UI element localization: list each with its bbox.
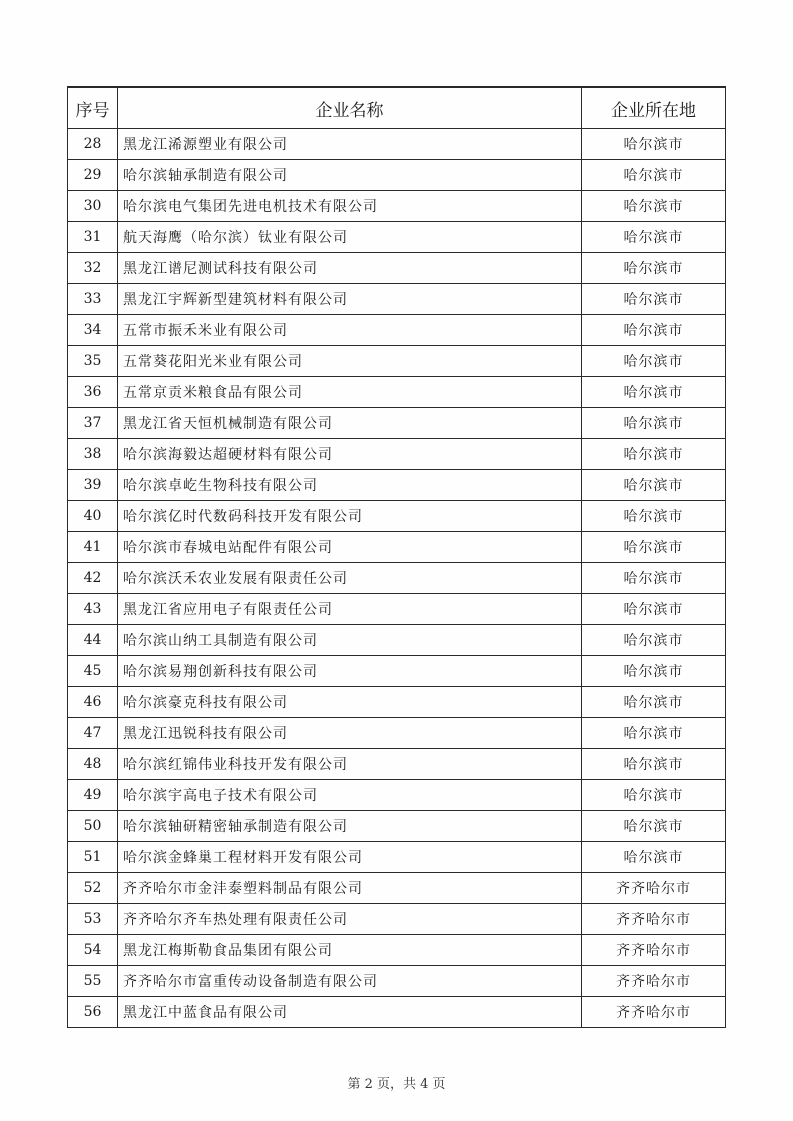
header-number: 序号 (68, 87, 118, 129)
table-row (68, 718, 726, 749)
row-number: 31 (68, 222, 118, 253)
row-number: 29 (68, 160, 118, 191)
row-number: 28 (68, 129, 118, 160)
company-name: 五常市振禾米业有限公司 (118, 315, 582, 346)
table-row (68, 129, 726, 160)
company-location: 哈尔滨市 (582, 501, 726, 532)
table-row (68, 160, 726, 191)
company-location: 哈尔滨市 (582, 594, 726, 625)
company-location: 哈尔滨市 (582, 625, 726, 656)
table-body (68, 129, 726, 1028)
table-row (68, 656, 726, 687)
company-location: 哈尔滨市 (582, 284, 726, 315)
row-number: 32 (68, 253, 118, 284)
page-footer: 第 2 页，共 4 页 (347, 1077, 446, 1092)
row-number: 40 (68, 501, 118, 532)
company-name: 黑龙江浠源塑业有限公司 (118, 129, 582, 160)
row-number: 36 (68, 377, 118, 408)
table-row (68, 253, 726, 284)
table-row (68, 470, 726, 501)
company-name: 哈尔滨海毅达超硬材料有限公司 (118, 439, 582, 470)
company-location: 哈尔滨市 (582, 470, 726, 501)
row-number: 49 (68, 780, 118, 811)
table-row (68, 997, 726, 1028)
row-number: 39 (68, 470, 118, 501)
table-row (68, 408, 726, 439)
company-name: 齐齐哈尔齐车热处理有限责任公司 (118, 904, 582, 935)
row-number: 42 (68, 563, 118, 594)
company-location: 哈尔滨市 (582, 346, 726, 377)
company-name: 五常京贡米粮食品有限公司 (118, 377, 582, 408)
header-location: 企业所在地 (582, 87, 726, 129)
company-location: 齐齐哈尔市 (582, 966, 726, 997)
company-name: 齐齐哈尔市富重传动设备制造有限公司 (118, 966, 582, 997)
row-number: 50 (68, 811, 118, 842)
row-number: 51 (68, 842, 118, 873)
row-number: 34 (68, 315, 118, 346)
row-number: 48 (68, 749, 118, 780)
row-number: 56 (68, 997, 118, 1028)
row-number: 52 (68, 873, 118, 904)
company-list-table (67, 86, 726, 1028)
table-row (68, 563, 726, 594)
company-location: 哈尔滨市 (582, 718, 726, 749)
row-number: 30 (68, 191, 118, 222)
company-name: 哈尔滨红锦伟业科技开发有限公司 (118, 749, 582, 780)
company-name: 哈尔滨沃禾农业发展有限责任公司 (118, 563, 582, 594)
company-location: 哈尔滨市 (582, 687, 726, 718)
company-location: 哈尔滨市 (582, 780, 726, 811)
row-number: 45 (68, 656, 118, 687)
company-name: 黑龙江省天恒机械制造有限公司 (118, 408, 582, 439)
company-name: 哈尔滨宇高电子技术有限公司 (118, 780, 582, 811)
company-name: 哈尔滨易翔创新科技有限公司 (118, 656, 582, 687)
row-number: 55 (68, 966, 118, 997)
company-name: 哈尔滨电气集团先进电机技术有限公司 (118, 191, 582, 222)
table-row (68, 377, 726, 408)
table-row (68, 935, 726, 966)
company-name: 哈尔滨亿时代数码科技开发有限公司 (118, 501, 582, 532)
row-number: 35 (68, 346, 118, 377)
company-location: 哈尔滨市 (582, 532, 726, 563)
row-number: 38 (68, 439, 118, 470)
company-name: 齐齐哈尔市金沣泰塑料制品有限公司 (118, 873, 582, 904)
company-location: 哈尔滨市 (582, 842, 726, 873)
company-name: 哈尔滨轴研精密轴承制造有限公司 (118, 811, 582, 842)
company-location: 齐齐哈尔市 (582, 935, 726, 966)
table-row (68, 966, 726, 997)
row-number: 47 (68, 718, 118, 749)
table-row (68, 284, 726, 315)
company-name: 五常葵花阳光米业有限公司 (118, 346, 582, 377)
company-location: 齐齐哈尔市 (582, 997, 726, 1028)
company-name: 哈尔滨山纳工具制造有限公司 (118, 625, 582, 656)
company-location: 哈尔滨市 (582, 439, 726, 470)
table-row (68, 625, 726, 656)
company-location: 哈尔滨市 (582, 253, 726, 284)
company-name: 哈尔滨豪克科技有限公司 (118, 687, 582, 718)
table-row (68, 222, 726, 253)
company-location: 哈尔滨市 (582, 811, 726, 842)
table-row (68, 532, 726, 563)
table-row (68, 501, 726, 532)
company-location: 哈尔滨市 (582, 656, 726, 687)
table-row (68, 191, 726, 222)
company-name: 航天海鹰（哈尔滨）钛业有限公司 (118, 222, 582, 253)
company-name: 哈尔滨市春城电站配件有限公司 (118, 532, 582, 563)
row-number: 41 (68, 532, 118, 563)
company-name: 黑龙江省应用电子有限责任公司 (118, 594, 582, 625)
company-location: 哈尔滨市 (582, 160, 726, 191)
company-location: 哈尔滨市 (582, 408, 726, 439)
row-number: 54 (68, 935, 118, 966)
company-location: 哈尔滨市 (582, 191, 726, 222)
company-location: 齐齐哈尔市 (582, 904, 726, 935)
table-row (68, 811, 726, 842)
company-name: 黑龙江中蓝食品有限公司 (118, 997, 582, 1028)
company-location: 齐齐哈尔市 (582, 873, 726, 904)
company-location: 哈尔滨市 (582, 377, 726, 408)
row-number: 53 (68, 904, 118, 935)
table-row (68, 904, 726, 935)
table-header-row (68, 87, 726, 129)
table-row (68, 594, 726, 625)
table-row (68, 315, 726, 346)
row-number: 43 (68, 594, 118, 625)
company-name: 哈尔滨金蜂巢工程材料开发有限公司 (118, 842, 582, 873)
company-location: 哈尔滨市 (582, 749, 726, 780)
company-name: 黑龙江迅锐科技有限公司 (118, 718, 582, 749)
company-location: 哈尔滨市 (582, 315, 726, 346)
company-name: 黑龙江宇辉新型建筑材料有限公司 (118, 284, 582, 315)
company-location: 哈尔滨市 (582, 222, 726, 253)
table-row (68, 873, 726, 904)
company-location: 哈尔滨市 (582, 563, 726, 594)
table-row (68, 439, 726, 470)
company-name: 哈尔滨轴承制造有限公司 (118, 160, 582, 191)
row-number: 46 (68, 687, 118, 718)
table-row (68, 346, 726, 377)
row-number: 33 (68, 284, 118, 315)
company-name: 黑龙江梅斯勒食品集团有限公司 (118, 935, 582, 966)
company-location: 哈尔滨市 (582, 129, 726, 160)
table-row (68, 687, 726, 718)
company-name: 黑龙江谱尼测试科技有限公司 (118, 253, 582, 284)
header-company-name: 企业名称 (118, 87, 582, 129)
company-name: 哈尔滨卓屹生物科技有限公司 (118, 470, 582, 501)
table-row (68, 842, 726, 873)
row-number: 44 (68, 625, 118, 656)
table-row (68, 749, 726, 780)
row-number: 37 (68, 408, 118, 439)
table-row (68, 780, 726, 811)
